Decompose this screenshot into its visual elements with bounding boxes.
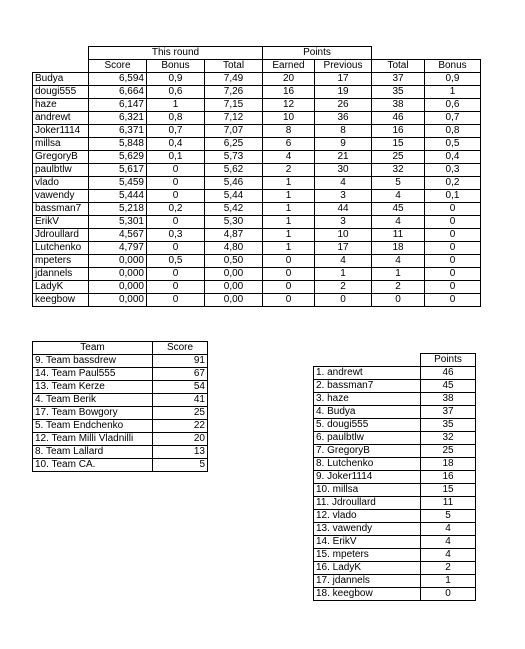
table-cell: 5,44 bbox=[205, 190, 263, 203]
table-cell: 5,62 bbox=[205, 164, 263, 177]
rank-name-cell: 4. Budya bbox=[314, 406, 421, 419]
table-row bbox=[33, 216, 481, 229]
player-name-cell: jdannels bbox=[33, 268, 89, 281]
rank-points-cell: 2 bbox=[421, 562, 476, 575]
rank-name-cell: 15. mpeters bbox=[314, 549, 421, 562]
standings-row bbox=[314, 367, 476, 380]
table-cell: 7,26 bbox=[205, 86, 263, 99]
standings-row bbox=[314, 536, 476, 549]
standings-header-row bbox=[314, 354, 476, 367]
table-cell: 3 bbox=[315, 190, 372, 203]
table-cell: 0 bbox=[263, 281, 315, 294]
table-cell: 5,46 bbox=[205, 177, 263, 190]
rank-points-cell: 46 bbox=[421, 367, 476, 380]
table-cell: 4 bbox=[263, 151, 315, 164]
table-row bbox=[33, 281, 481, 294]
column-header: Score bbox=[89, 60, 147, 73]
table-cell: 0,5 bbox=[147, 255, 205, 268]
table-cell: 7,49 bbox=[205, 73, 263, 86]
team-scores-table bbox=[32, 341, 208, 472]
column-header: Previous bbox=[315, 60, 372, 73]
table-row bbox=[33, 242, 481, 255]
table-cell: 0 bbox=[372, 294, 425, 307]
team-row bbox=[33, 394, 208, 407]
table-cell: 10 bbox=[263, 112, 315, 125]
table-cell: 0,7 bbox=[147, 125, 205, 138]
points-column-header: Points bbox=[421, 354, 476, 367]
table-cell: 0,1 bbox=[425, 190, 481, 203]
table-cell: 16 bbox=[372, 125, 425, 138]
table-cell: 0 bbox=[147, 294, 205, 307]
standings-row bbox=[314, 406, 476, 419]
table-cell: 1 bbox=[425, 86, 481, 99]
table-cell: 0,8 bbox=[147, 112, 205, 125]
table-cell: 0,3 bbox=[425, 164, 481, 177]
table-cell: 0,2 bbox=[147, 203, 205, 216]
table-cell: 25 bbox=[372, 151, 425, 164]
team-name-cell: 12. Team Milli Vladnilli bbox=[33, 433, 153, 446]
rank-name-cell: 1. andrewt bbox=[314, 367, 421, 380]
team-name-cell: 13. Team Kerze bbox=[33, 381, 153, 394]
table-cell: 0,6 bbox=[425, 99, 481, 112]
column-header: Earned bbox=[263, 60, 315, 73]
table-cell: 0 bbox=[425, 242, 481, 255]
table-cell: 0 bbox=[147, 216, 205, 229]
table-cell: 0 bbox=[263, 268, 315, 281]
table-cell: 7,15 bbox=[205, 99, 263, 112]
standings-row bbox=[314, 393, 476, 406]
table-cell: 46 bbox=[372, 112, 425, 125]
table-row bbox=[33, 112, 481, 125]
player-name-cell: Budya bbox=[33, 73, 89, 86]
table-cell: 18 bbox=[372, 242, 425, 255]
points-standings-body bbox=[314, 367, 476, 601]
table-cell: 5,42 bbox=[205, 203, 263, 216]
round-results-body bbox=[33, 73, 481, 307]
table-cell: 2 bbox=[315, 281, 372, 294]
standings-row bbox=[314, 575, 476, 588]
team-name-cell: 5. Team Endchenko bbox=[33, 420, 153, 433]
table-cell: 19 bbox=[315, 86, 372, 99]
rank-name-cell: 10. millsa bbox=[314, 484, 421, 497]
table-row bbox=[33, 268, 481, 281]
team-score-cell: 41 bbox=[153, 394, 208, 407]
table-row bbox=[33, 138, 481, 151]
rank-points-cell: 38 bbox=[421, 393, 476, 406]
standings-row bbox=[314, 380, 476, 393]
team-row bbox=[33, 407, 208, 420]
table-cell: 32 bbox=[372, 164, 425, 177]
team-column-header: Team bbox=[33, 342, 153, 355]
team-row bbox=[33, 446, 208, 459]
rank-points-cell: 0 bbox=[421, 588, 476, 601]
player-name-cell: ErikV bbox=[33, 216, 89, 229]
player-name-cell: paulbtlw bbox=[33, 164, 89, 177]
table-cell: 26 bbox=[315, 99, 372, 112]
rank-name-cell: 16. LadyK bbox=[314, 562, 421, 575]
table-cell: 21 bbox=[315, 151, 372, 164]
standings-row bbox=[314, 432, 476, 445]
table-cell: 37 bbox=[372, 73, 425, 86]
table-cell: 7,07 bbox=[205, 125, 263, 138]
points-standings-table bbox=[313, 353, 476, 601]
table-cell: 0 bbox=[263, 294, 315, 307]
team-scores-body bbox=[33, 355, 208, 472]
table-cell: 0 bbox=[147, 268, 205, 281]
table-cell: 0,4 bbox=[147, 138, 205, 151]
rank-points-cell: 5 bbox=[421, 510, 476, 523]
rank-name-cell: 6. paulbtlw bbox=[314, 432, 421, 445]
table-cell: 17 bbox=[315, 73, 372, 86]
table-cell: 1 bbox=[263, 203, 315, 216]
rank-points-cell: 32 bbox=[421, 432, 476, 445]
table-cell: 38 bbox=[372, 99, 425, 112]
rank-name-cell: 18. keegbow bbox=[314, 588, 421, 601]
player-name-cell: bassman7 bbox=[33, 203, 89, 216]
team-score-cell: 67 bbox=[153, 368, 208, 381]
table-cell: 0,2 bbox=[425, 177, 481, 190]
table-cell: 4 bbox=[315, 255, 372, 268]
table-cell: 5,617 bbox=[89, 164, 147, 177]
table-cell: 0 bbox=[147, 190, 205, 203]
table-cell: 4,567 bbox=[89, 229, 147, 242]
standings-row bbox=[314, 419, 476, 432]
player-name-cell: andrewt bbox=[33, 112, 89, 125]
table-cell: 15 bbox=[372, 138, 425, 151]
player-name-cell: Joker1114 bbox=[33, 125, 89, 138]
player-name-cell: haze bbox=[33, 99, 89, 112]
table-row bbox=[33, 177, 481, 190]
table-cell: 4,80 bbox=[205, 242, 263, 255]
player-name-cell: vawendy bbox=[33, 190, 89, 203]
table-cell: 5,444 bbox=[89, 190, 147, 203]
table-cell: 45 bbox=[372, 203, 425, 216]
table-cell: 0 bbox=[425, 216, 481, 229]
rank-name-cell: 17. jdannels bbox=[314, 575, 421, 588]
standings-row bbox=[314, 484, 476, 497]
table-cell: 4 bbox=[315, 177, 372, 190]
table-row bbox=[33, 255, 481, 268]
table-cell: 7,12 bbox=[205, 112, 263, 125]
rank-points-cell: 4 bbox=[421, 536, 476, 549]
rank-name-cell: 9. Joker1114 bbox=[314, 471, 421, 484]
rank-points-cell: 25 bbox=[421, 445, 476, 458]
table-cell: 36 bbox=[315, 112, 372, 125]
standings-row bbox=[314, 458, 476, 471]
team-name-cell: 4. Team Berik bbox=[33, 394, 153, 407]
team-score-cell: 13 bbox=[153, 446, 208, 459]
table-cell: 0 bbox=[425, 255, 481, 268]
rank-points-cell: 15 bbox=[421, 484, 476, 497]
table-cell: 0,3 bbox=[147, 229, 205, 242]
team-name-cell: 9. Team bassdrew bbox=[33, 355, 153, 368]
table-cell: 11 bbox=[372, 229, 425, 242]
standings-row bbox=[314, 562, 476, 575]
team-name-cell: 17. Team Bowgory bbox=[33, 407, 153, 420]
table-cell: 1 bbox=[263, 216, 315, 229]
table-cell: 5,30 bbox=[205, 216, 263, 229]
table-cell: 0,1 bbox=[147, 151, 205, 164]
column-header: Total bbox=[372, 60, 425, 73]
table-cell: 4 bbox=[372, 190, 425, 203]
table-cell: 0,00 bbox=[205, 281, 263, 294]
player-name-cell: Jdroullard bbox=[33, 229, 89, 242]
table-cell: 1 bbox=[263, 229, 315, 242]
table-cell: 17 bbox=[315, 242, 372, 255]
table-cell: 1 bbox=[263, 242, 315, 255]
table-cell: 1 bbox=[372, 268, 425, 281]
table-cell: 5,301 bbox=[89, 216, 147, 229]
rank-points-cell: 37 bbox=[421, 406, 476, 419]
column-header: Total bbox=[205, 60, 263, 73]
standings-row bbox=[314, 445, 476, 458]
team-name-cell: 10. Team CA. bbox=[33, 459, 153, 472]
table-row bbox=[33, 151, 481, 164]
table-cell: 0,8 bbox=[425, 125, 481, 138]
standings-row bbox=[314, 471, 476, 484]
rank-points-cell: 11 bbox=[421, 497, 476, 510]
player-name-cell: vlado bbox=[33, 177, 89, 190]
team-row bbox=[33, 459, 208, 472]
table-row bbox=[33, 125, 481, 138]
rank-points-cell: 4 bbox=[421, 523, 476, 536]
rank-name-cell: 5. dougi555 bbox=[314, 419, 421, 432]
table-cell: 10 bbox=[315, 229, 372, 242]
table-cell: 30 bbox=[315, 164, 372, 177]
group-header-row bbox=[33, 47, 481, 60]
table-cell: 6,594 bbox=[89, 73, 147, 86]
table-cell: 35 bbox=[372, 86, 425, 99]
rank-points-cell: 1 bbox=[421, 575, 476, 588]
standings-row bbox=[314, 588, 476, 601]
table-row bbox=[33, 190, 481, 203]
rank-name-cell: 14. ErikV bbox=[314, 536, 421, 549]
column-header: Bonus bbox=[425, 60, 481, 73]
table-cell: 1 bbox=[147, 99, 205, 112]
table-cell: 44 bbox=[315, 203, 372, 216]
table-cell: 0,5 bbox=[425, 138, 481, 151]
this-round-header: This round bbox=[89, 47, 263, 60]
table-cell: 6 bbox=[263, 138, 315, 151]
table-cell: 5,629 bbox=[89, 151, 147, 164]
table-cell: 5,218 bbox=[89, 203, 147, 216]
table-cell: 0,00 bbox=[205, 294, 263, 307]
table-cell: 5 bbox=[372, 177, 425, 190]
table-cell: 4,797 bbox=[89, 242, 147, 255]
table-cell: 0 bbox=[315, 294, 372, 307]
table-cell: 0,000 bbox=[89, 294, 147, 307]
standings-row bbox=[314, 549, 476, 562]
table-cell: 0,4 bbox=[425, 151, 481, 164]
team-row bbox=[33, 355, 208, 368]
team-name-cell: 8. Team Lallard bbox=[33, 446, 153, 459]
table-cell: 9 bbox=[315, 138, 372, 151]
player-name-cell: keegbow bbox=[33, 294, 89, 307]
player-name-cell: dougi555 bbox=[33, 86, 89, 99]
column-header-row bbox=[33, 60, 481, 73]
table-row bbox=[33, 203, 481, 216]
player-name-cell: millsa bbox=[33, 138, 89, 151]
table-row bbox=[33, 229, 481, 242]
table-cell: 0,9 bbox=[147, 73, 205, 86]
table-cell: 0 bbox=[425, 203, 481, 216]
table-cell: 0 bbox=[425, 294, 481, 307]
table-row bbox=[33, 86, 481, 99]
table-row bbox=[33, 294, 481, 307]
table-cell: 4 bbox=[372, 255, 425, 268]
table-cell: 1 bbox=[315, 268, 372, 281]
table-row bbox=[33, 99, 481, 112]
rank-name-cell: 7. GregoryB bbox=[314, 445, 421, 458]
standings-row bbox=[314, 497, 476, 510]
table-cell: 2 bbox=[372, 281, 425, 294]
table-cell: 6,25 bbox=[205, 138, 263, 151]
rank-name-cell: 3. haze bbox=[314, 393, 421, 406]
table-cell: 0 bbox=[147, 281, 205, 294]
table-cell: 5,848 bbox=[89, 138, 147, 151]
table-cell: 0,000 bbox=[89, 281, 147, 294]
table-cell: 5,459 bbox=[89, 177, 147, 190]
table-cell: 0 bbox=[263, 255, 315, 268]
table-cell: 3 bbox=[315, 216, 372, 229]
table-cell: 0 bbox=[425, 229, 481, 242]
team-row bbox=[33, 420, 208, 433]
table-cell: 1 bbox=[263, 190, 315, 203]
team-header-row bbox=[33, 342, 208, 355]
rank-name-cell: 11. Jdroullard bbox=[314, 497, 421, 510]
table-cell: 0 bbox=[147, 242, 205, 255]
table-cell: 0,6 bbox=[147, 86, 205, 99]
player-name-cell: GregoryB bbox=[33, 151, 89, 164]
rank-name-cell: 12. vlado bbox=[314, 510, 421, 523]
table-cell: 0,00 bbox=[205, 268, 263, 281]
player-name-cell: Lutchenko bbox=[33, 242, 89, 255]
table-cell: 0 bbox=[425, 281, 481, 294]
standings-row bbox=[314, 523, 476, 536]
table-cell: 0 bbox=[425, 268, 481, 281]
table-cell: 0,7 bbox=[425, 112, 481, 125]
team-row bbox=[33, 433, 208, 446]
team-score-cell: 22 bbox=[153, 420, 208, 433]
table-cell: 2 bbox=[263, 164, 315, 177]
rank-name-cell: 13. vawendy bbox=[314, 523, 421, 536]
team-score-cell: 20 bbox=[153, 433, 208, 446]
table-cell: 0,000 bbox=[89, 255, 147, 268]
table-cell: 0 bbox=[147, 164, 205, 177]
table-cell: 1 bbox=[263, 177, 315, 190]
table-cell: 5,73 bbox=[205, 151, 263, 164]
score-column-header: Score bbox=[153, 342, 208, 355]
table-cell: 4,87 bbox=[205, 229, 263, 242]
table-cell: 6,147 bbox=[89, 99, 147, 112]
rank-points-cell: 45 bbox=[421, 380, 476, 393]
player-name-cell: mpeters bbox=[33, 255, 89, 268]
table-row bbox=[33, 164, 481, 177]
table-cell: 4 bbox=[372, 216, 425, 229]
team-score-cell: 54 bbox=[153, 381, 208, 394]
rank-points-cell: 4 bbox=[421, 549, 476, 562]
table-cell: 0,000 bbox=[89, 268, 147, 281]
table-cell: 8 bbox=[263, 125, 315, 138]
rank-points-cell: 18 bbox=[421, 458, 476, 471]
rank-name-cell: 8. Lutchenko bbox=[314, 458, 421, 471]
team-score-cell: 25 bbox=[153, 407, 208, 420]
table-cell: 6,664 bbox=[89, 86, 147, 99]
team-score-cell: 91 bbox=[153, 355, 208, 368]
rank-name-cell: 2. bassman7 bbox=[314, 380, 421, 393]
table-cell: 6,321 bbox=[89, 112, 147, 125]
rank-points-cell: 35 bbox=[421, 419, 476, 432]
table-cell: 0,9 bbox=[425, 73, 481, 86]
table-row bbox=[33, 73, 481, 86]
player-name-cell: LadyK bbox=[33, 281, 89, 294]
table-cell: 0 bbox=[147, 177, 205, 190]
team-row bbox=[33, 368, 208, 381]
table-cell: 12 bbox=[263, 99, 315, 112]
team-name-cell: 14. Team Paul555 bbox=[33, 368, 153, 381]
column-header: Bonus bbox=[147, 60, 205, 73]
team-score-cell: 5 bbox=[153, 459, 208, 472]
table-cell: 20 bbox=[263, 73, 315, 86]
points-header: Points bbox=[263, 47, 372, 60]
team-row bbox=[33, 381, 208, 394]
table-cell: 0,50 bbox=[205, 255, 263, 268]
rank-points-cell: 16 bbox=[421, 471, 476, 484]
table-cell: 6,371 bbox=[89, 125, 147, 138]
standings-row bbox=[314, 510, 476, 523]
round-results-table bbox=[32, 46, 481, 307]
table-cell: 8 bbox=[315, 125, 372, 138]
table-cell: 16 bbox=[263, 86, 315, 99]
